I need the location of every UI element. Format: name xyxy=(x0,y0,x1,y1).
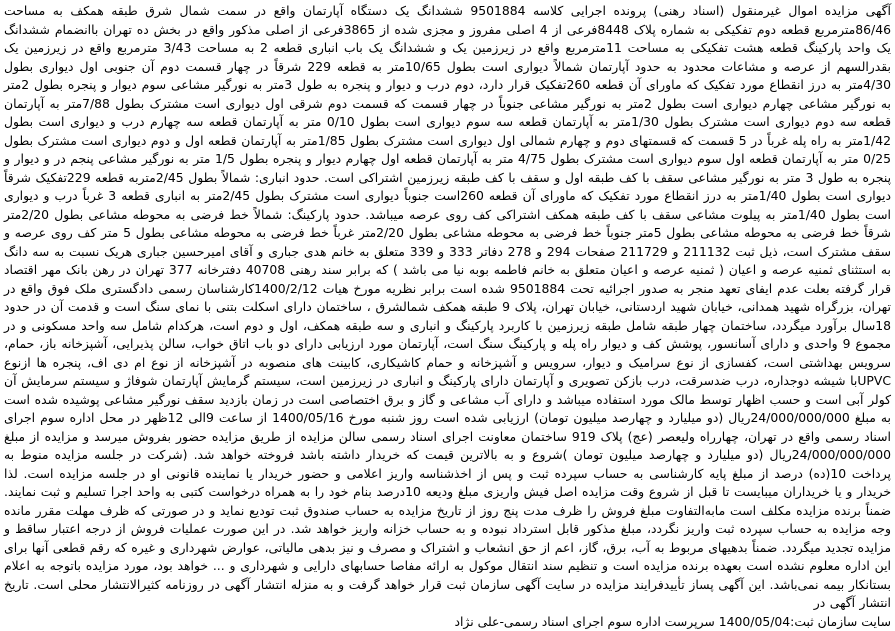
notice-signature-line: سایت سازمان ثبت:1400/05/04 سرپرست اداره سوم اجرای اسناد رسمی-علی نژاد xyxy=(454,613,891,629)
auction-notice-body: آگهی مزایده اموال غیرمنقول (اسناد رهنی) پرونده اجرایی کلاسه 9501884 ششدانگ یک دستگاه آپارتمان واقع در سمت شمال شرق طبقه همکف به مساحت 86/46مترمربع قطعه دوم تفکیکی به شماره پلاک 8448فرعی از 4 اصلی مفروز و مجزی شده از 3865فرعی از اصلی مذکور واقع در بخش ده تهران باانضمام ششدانگ یک واحد پارکینگ قطعه هشت تفکیکی به مساحت 11مترمربع واقع در زیرزمین یک و ششدانگ یک باب انباری قطعه 2 به مساحت 3/43 مترمربع واقع در زیرزمین یک بقدرالسهم از عرصه و مشاعات محدود به حدود آپارتمان شمالاً دیواری است بطول 10/65متر به قطعه 229 شرقاً در چهار قسمت دوم آن جنوبی اول دیواری بطول 4/30متر به درز انقطاع مورد تفکیک که ماورای آن قطعه 260تفکیک قرار دارد، دوم درب و دیوار و پنجره به طول 3متر به نورگیر مشاعی سوم دیوار و پنجره بطول 2متر به نورگیر مشاعی چهارم دیواری است بطول 2متر به نورگیر مشاعی جنوباً در چهار قسمت که قسمت دوم شرقی اول دیواری است مشترک بطول 7/88متر به آپارتمان قطعه سه دوم دیواری است مشترک بطول 1/30متر به آپارتمان قطعه سه سوم دیواری است بطول 0/10 متر به آپارتمان قطعه سه چهارم درب و دیواری است بطول 1/42متر به راه پله غرباً در 5 قسمت که قسمتهای دوم و چهارم شمالی اول دیواری است مشترک بطول 1/85متر به آپارتمان قطعه اول و دوم دیواری است مشترک بطول 0/25 متر به آپارتمان قطعه اول سوم دیواری است مشترک بطول 4/75 متر به آپارتمان قطعه اول چهارم دیوار و پنجره بطول 1/5 متر به نورگیر مشاعی پنجم در و دیوار و پنجره به طول 3 متر به نورگیر مشاعی سقف با کف طبقه اول و سقف با کف طبقه زیرزمین اشتراکی است. حدود انباری: شمالاً بطول 2/45متربه قطعه 229تفکیک شرقاً دیواری است بطول 1/40متر به درز انقطاع مورد تفکیک که ماورای آن قطعه 260است جنوباً دیواری است مشترک بطول 2/45متر به انباری قطعه 3 غرباً درب و دیواری است بطول 1/40متر به پیلوت مشاعی سقف با کف طبقه همکف اشتراکی کف روی عرصه میباشد. حدود پارکینگ: شمالاً خط فرضی به محوطه مشاعی بطول 2/20متر شرقاً خط فرضی به محوطه مشاعی بطول 5متر جنوباً خط فرضی به محوطه مشاعی بطول 2/20متر غرباً خط فرضی به محوطه مشاعی بطول 5 متر کف روی عرصه و سقف مشترک است، ذیل ثبت 211132 و 211729 صفحات 294 و 278 دفاتر 333 و 339 متعلق به خانم هدی جباری و آقای امیرحسین جباری هریک نسبت به سه دانگ به استثنای ثمنیه عرصه و اعیان ( ثمنیه عرصه و اعیان متعلق به خانم فاطمه بوبه نیا می باشد ) که برابر سند رهنی 40708 دفترخانه 377 تهران در رهن بانک مهر اقتصاد قرار گرفته بعلت عدم ایفای تعهد منجر به صدور اجرائیه تحت 9501884 شده است برابر نظریه مورخ هیات 1400/2/12کارشناسان رسمی دادگستری ملک فوق واقع در تهران، بزرگراه شهید همدانی، خیابان شهید اردستانی، خیابان تهران، پلاک 9 طبقه همکف شمالشرق ، ساختمان دارای اسکلت بتنی با نمای سنگ است و قدمت آن در حدود 18سال برآورد میگردد، ساختمان چهار طبقه شامل طبقه زیرزمین با کاربرد پارکینگ و انباری و سه طبقه همکف، اول و دوم است، هرکدام شامل سه واحد مسکونی و در مجموع 9 واحدی و دارای آسانسور، پوشش کف و دیوار راه پله و پارکینگ سنگ است، آپارتمان مورد ارزیابی دارای دو باب اتاق خواب، سالن پذیرایی، آشپزخانه باز، حمام، سرویس بهداشتی است، کفسازی از نوع سرامیک و دیوار، سرویس و آشپزخانه و حمام کاشیکاری، کابینت های منصوبه در آشپزخانه از نوع ام دی اف، پنجره ها ازنوع UPVCبا شیشه دوجداره، درب ضدسرقت، درب بازکن تصویری و آپارتمان دارای پارکینگ و انباری در زیرزمین است، سیستم گرمایش آپارتمان شوفاژ و سیستم سرمایش آن کولر آبی است و حسب اظهار توسط مالک مورد استفاده میباشد و دارای آب مشاعی و گاز و برق اختصاصی است در زمان بازدید سقف نورگیر مشاعی پوشیده شده است به مبلغ 24/000/000/000ریال (دو میلیارد و چهارصد میلیون تومان) ارزیابی شده است روز شنبه مورخ 1400/05/16 از ساعت 9الی 12ظهر در محل اداره سوم اجرای اسناد رسمی واقع در تهران، چهارراه ولیعصر (عج) پلاک 919 ساختمان معاونت اجرای اسناد رسمی سالن مزایده از طریق مزایده حضور بفروش میرسد و مزایده از مبلغ 24/000/000/000ریال (دو میلیارد و چهارصد میلیون تومان )شروع و به بالاترین قیمت که خریدار داشته باشد فروخته خواهد شد. (شرکت در جلسه مزایده منوط به پرداخت 10(ده) درصد از مبلغ پایه کارشناسی به حساب سپرده ثبت و پس از اخذشناسه واریز اعلامی و حضور خریدار یا نماینده قانونی او در جلسه مزایده است. لذا خریدار و یا خریداران میبایست تا قبل از شروع وقت مزایده اصل فیش واریزی مبلغ ودیعه 10درصد بنام خود را به همراه درخواست کتبی به واحد اجرا تسلیم و ثبت نمایند. ضمناً برنده مزایده مکلف است مابه‌التفاوت مبلغ فروش را ظرف مدت پنج روز از تاریخ مزایده به حساب صندوق ثبت تودیع نماید و در صورتی که ظرف مهلت مقرر مانده وجه مزایده به حساب سپرده ثبت واریز نگردد، مبلغ مذکور قابل استرداد نبوده و به حساب خزانه واریز خواهد شد. در این صورت عملیات فروش از درجه اعتبار ساقط و مزایده تجدید میگردد. ضمناً بدهیهای مربوط به آب، برق، گاز، اعم از حق انشعاب و اشتراک و مصرف و نیز بدهی مالیاتی، عوارض شهرداری و غیره که رقم قطعی آنها برای این اداره معلوم نشده است بعهده برنده مزایده است و تنظیم سند انتقال موکول به ارائه مفاصا حسابهای دارایی و شهرداری و ... خواهد بود، مورد مزایده باتوجه به اعلام بستانکار بیمه نمی‌باشد. این آگهی پساز تأییدفرایند مزایده در سایت آگهی سازمان ثبت قرار خواهد گرفت و به منزله انتشار آگهی در روزنامه کثیرالانتشار محلی است. تاریخ انتشار آگهی در xyxy=(4,3,892,610)
